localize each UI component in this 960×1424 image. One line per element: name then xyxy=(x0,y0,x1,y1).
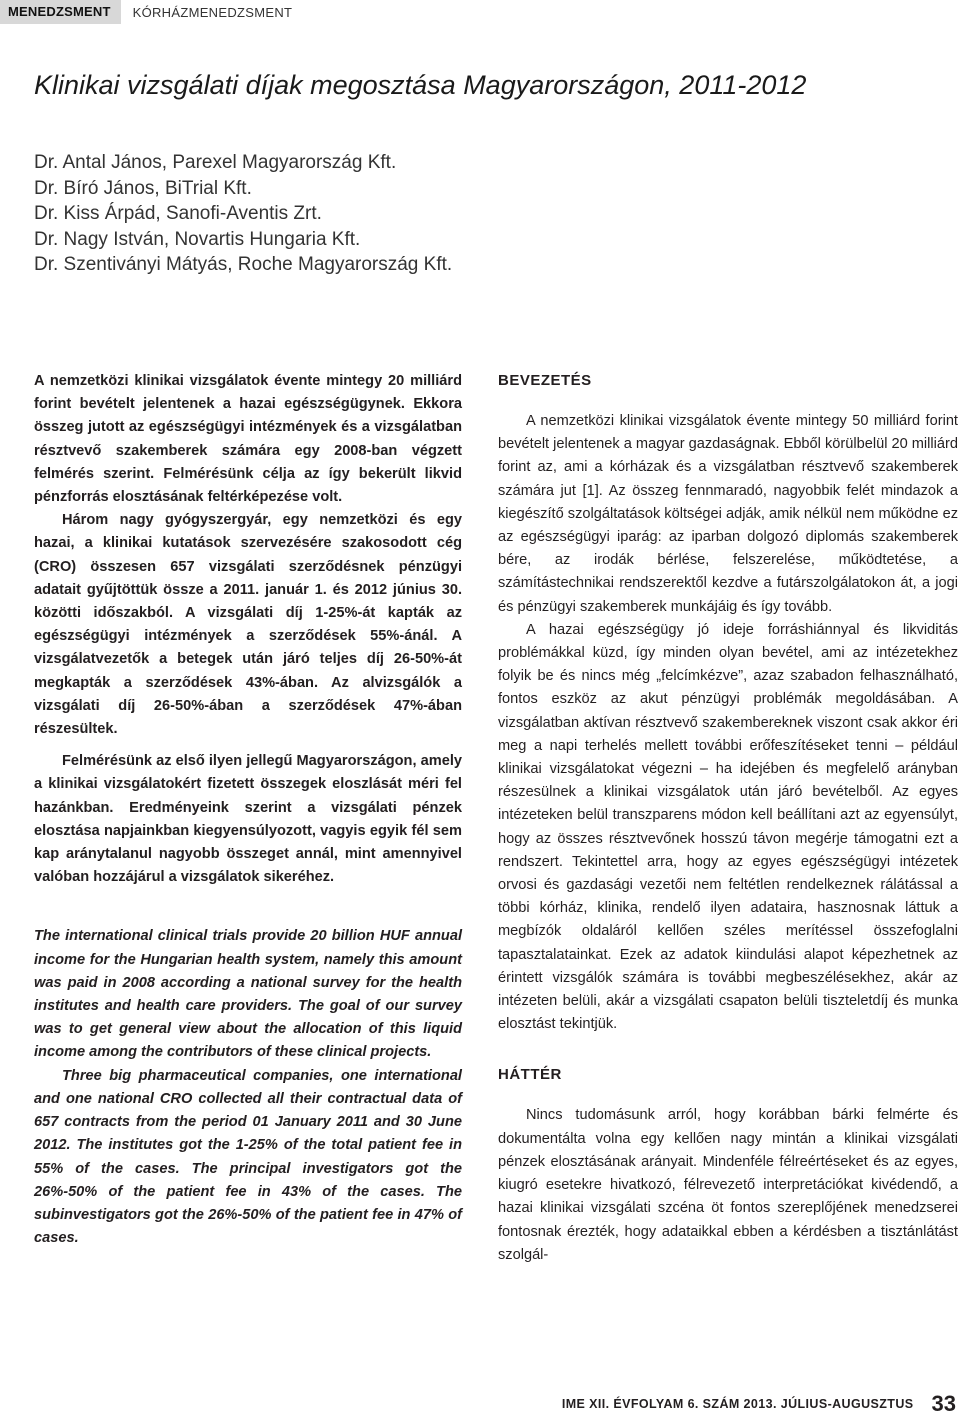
running-header xyxy=(0,0,292,24)
section-heading-intro: BEVEZETÉS xyxy=(498,372,592,389)
right-column xyxy=(498,370,958,1267)
article-title: Klinikai vizsgálati díjak megosztása Magyarországon, 2011-2012 xyxy=(34,70,807,100)
subsection-tag: KÓRHÁZMENEDZSMENT xyxy=(132,4,293,20)
section-body-background xyxy=(498,1104,958,1266)
left-column xyxy=(34,370,462,1250)
author-line: Dr. Kiss Árpád, Sanofi-Aventis Zrt. xyxy=(34,203,322,225)
section-body-intro xyxy=(498,410,958,1036)
author-line: Dr. Bíró János, BiTrial Kft. xyxy=(34,177,252,199)
author-line: Dr. Nagy István, Novartis Hungaria Kft. xyxy=(34,228,361,250)
journal-issue: IME XII. ÉVFOLYAM 6. SZÁM 2013. JÚLIUS-AUGUSZTUS xyxy=(561,1397,914,1411)
page-number: 33 xyxy=(931,1391,956,1416)
section-tag: MENEDZSMENT xyxy=(0,0,121,24)
abstract-hungarian xyxy=(34,370,462,889)
abstract-hu-paragraph: Felmérésünk az első ilyen jellegű Magyarországon, amely a klinikai vizsgálatokért fizetett összegek eloszlását méri fel hazánkban. Eredményeink szerint a vizsgálati pénzek elosztása napjainkban kiegyensúlyozott, vagyis egyik fél sem kap aránytalanul nagyobb összeget annál, mint amennyivel valóban hozzájárul a vizsgálatok sikeréhez. xyxy=(34,753,462,886)
abstract-english xyxy=(34,925,462,1250)
author-line: Dr. Antal János, Parexel Magyarország Kft. xyxy=(34,152,397,173)
abstract-hu-paragraph: Három nagy gyógyszergyár, egy nemzetközi és egy hazai, a klinikai kutatások szervezésére szakosodott cég (CRO) összesen 657 vizsgálati szerződésnek pénzügyi adatait gyűjtöttük össze a 2011. január 1. és 2012 június 30. közötti időszakból. A vizsgálati díj 1-25%-át kapták az egészségügyi intézmények a szerződések 55%-ánál. A vizsgálatvezetők a betegek után járó teljes díj 26-50%-át megkapták a szerződések 43%-ában. Az alvizsgálók a vizsgálati díj 26-50%-ában a szerződések 47%-ában részesültek. xyxy=(34,512,462,738)
page-footer xyxy=(562,1384,960,1424)
abstract-en-paragraph: Three big pharmaceutical companies, one international and one national CRO collected all their contractual data of 657 contracts from the period 01 January 2011 and 30 June 2012. The institutes got the 1-25% of the total patient fee in 55% of the cases. The principal investigators got the 26%-50% of the patient fee in 43% of the cases. The subinvestigators got the 26%-50% of the patient fee in 47% of cases. xyxy=(34,1067,462,1247)
abstract-en-paragraph: The international clinical trials provide 20 billion HUF annual income for the Hungarian health system, namely this amount was paid in 2008 according a national survey for the health institutes and health care providers. The goal of our survey was to get general view about the allocation of this liquid income among the contributors of these clinical projects. xyxy=(34,928,462,1061)
section-heading-background: HÁTTÉR xyxy=(498,1066,562,1084)
author-list xyxy=(34,150,734,278)
abstract-hu-paragraph: A nemzetközi klinikai vizsgálatok évente mintegy 20 milliárd forint bevételt jelentenek a hazai egészségügynek. Ekkora összeg jutott az egészségügyi intézmények és a vizsgálatban résztvevő szakemberek számára egy 2008-ban végzett felmérés szerint. Felmérésünk célja az így bekerült likvid pénzforrás elosztásának feltérképezése volt. xyxy=(34,373,462,506)
body-paragraph: Nincs tudomásunk arról, hogy korábban bárki felmérte és dokumentálta volna egy kellően nagy mintán a klinikai vizsgálati pénzek elosztásának arányait. Mindenféle félreértéseket és az egyes, kiugró esetekre hivatkozó, félrevezető interpretációkat kivédendő, a hazai klinikai vizsgálati szcéna öt fontos szereplőjének menedzserei fontosnak érezték, hogy adataikkal ebben a kérdésben a tisztánlátást szolgál- xyxy=(498,1107,958,1263)
body-paragraph: A hazai egészségügy jó ideje forráshiánnyal és likviditás problémákkal küzd, így minden olyan bevétel, ami az intézetekhez folyik be és nincs még „felcímkézve”, azaz szabadon felhasználható, fontos eszköz az akut pénzügyi problémák megoldásában. A vizsgálatban aktívan résztvevő szakembereknek viszont csak akkor éri meg a napi terhelés mellett további erőfeszítéseket tenni – például klinikai vizsgálatokat végezni – ha idejében és megfelelő arányban részesülnek a klinikai vizsgálatok után járó bevételből. Az egyes intézeteken belül transzparens módon kell beállítani azt az egyensúlyt, hogy az összes résztvevőnek hosszú távon megérje támogatni ezt a rendszert. Tekintettel arra, hogy az egyes egészségügyi intézetek orvosi és gazdasági vezetői nem feltétlen rendelkeznek rálátással a többi kórház, klinika, rendelő ilyen adataira, hasznosnak láttuk a megbízók oldaláról kellően széles merítéssel összefoglalni tapasztalatainkat. Ezek az adatok kiindulási alapot képezhetnek az érintett vizsgálók számára is további megbeszélésekhez, akár az intézeten belüli, akár a vizsgálati csapaton belüli tiszteletdíj és munka elosztást tekintjük. xyxy=(498,621,958,1033)
body-paragraph: A nemzetközi klinikai vizsgálatok évente mintegy 50 milliárd forint bevételt jelentenek a magyar gazdaságnak. Ebből körülbelül 20 milliárd forint az, ami a kórházak és a vizsgálatban résztvevő szakemberek számára jut [1]. Az összeg fennmaradó, nagyobbik felét mindazok a kiegészítő szolgáltatások költségei adják, amik nélkül nem működne ez az egészségügyi iparág: az iparban dolgozó diplomás szakemberek bére, az irodák bérlése, felszerelése, működtetése, a számítástechnikai rendszerektől kezdve a futárszolgálatokon át, a jogi és pénzügyi szakemberek munkájáig és így tovább. xyxy=(498,413,958,615)
author-line: Dr. Szentiványi Mátyás, Roche Magyarország Kft. xyxy=(34,254,453,276)
